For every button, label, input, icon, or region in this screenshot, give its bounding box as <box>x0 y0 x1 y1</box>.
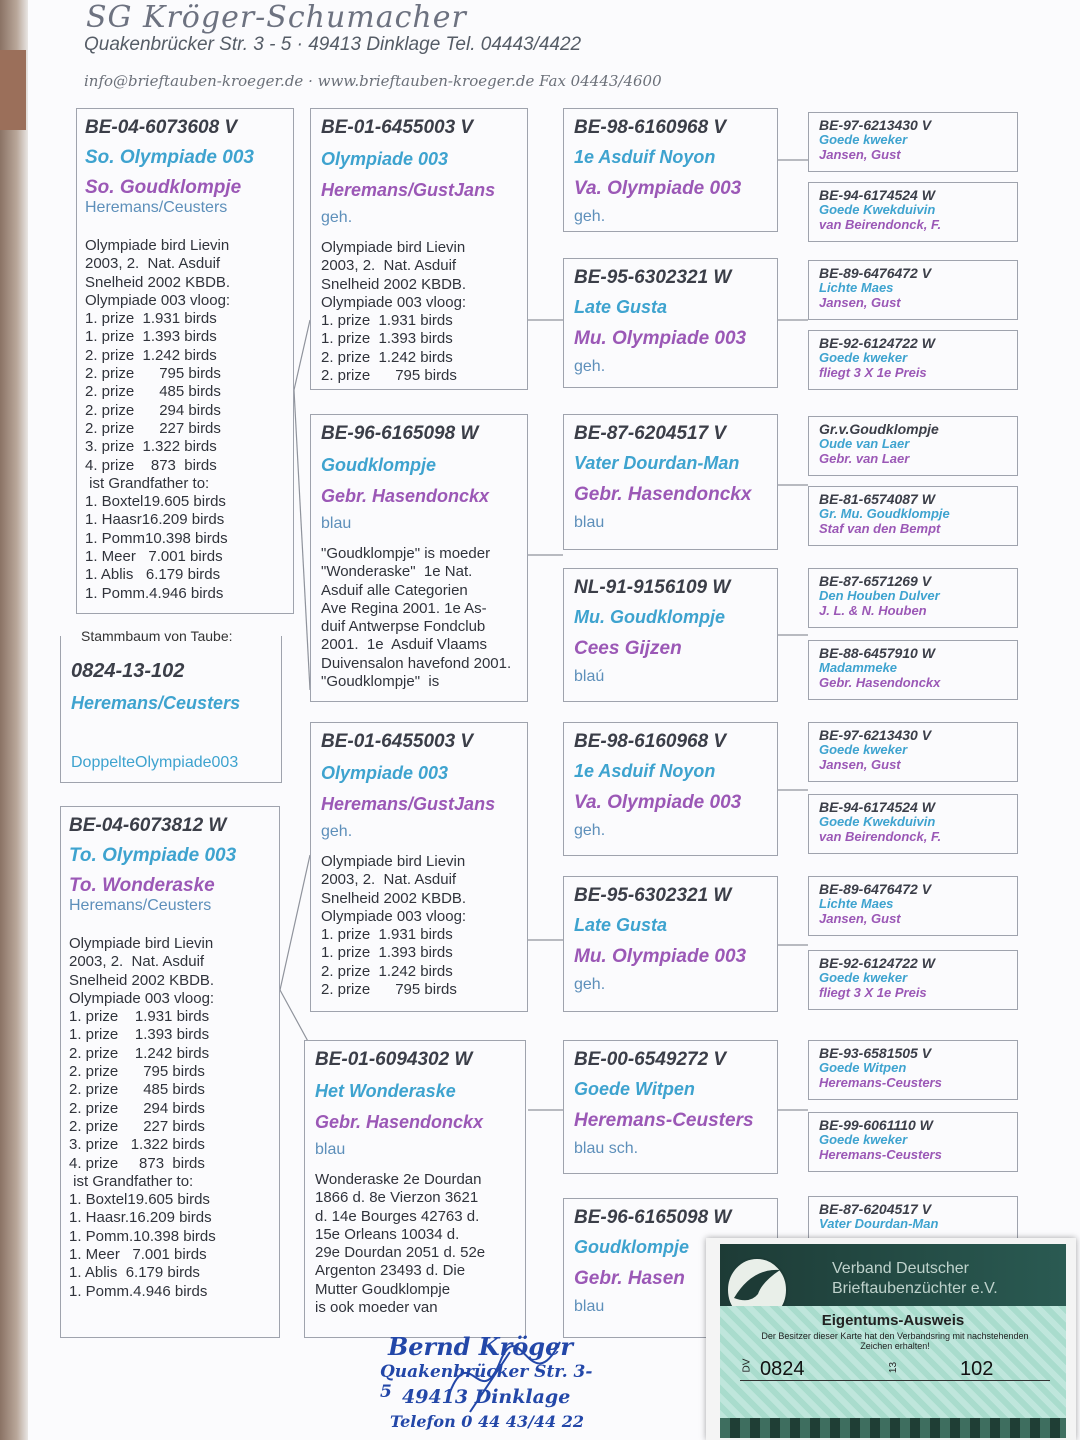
g4-owner: Jansen, Gust <box>819 147 901 162</box>
ggp-name: Vater Dourdan-Man <box>574 453 740 473</box>
ggp-color: blau <box>574 514 605 531</box>
ggp-name: Mu. Goudklompje <box>574 607 725 627</box>
g4-name: Gr. Mu. Goudklompje <box>819 506 950 521</box>
ggp-ring: BE-98-6160968 V <box>574 117 727 138</box>
dam-notes: Olympiade bird Lievin 2003, 2. Nat. Asduif Snelheid 2002 KBDB. Olympiade 003 vloog: 1. prize 1.931 birds 1. prize 1.393 birds 2. prize 1.242 birds 2. prize 795 birds 2. prize 485 birds 2. prize 294 birds 2. prize 227 birds 3. prize 1.322 birds 4. prize 873 birds ist Grandfather to: 1. Boxtel19.605 birds 1. Haasr.16.209 birds 1. Pomm.10.398 birds 1. Meer 7.001 birds 1. Ablis 6.179 birds 1. Pomm.4.946 birds <box>69 935 216 1300</box>
g4-owner: van Beirendonck, F. <box>819 829 942 844</box>
ggp-name: 1e Asduif Noyon <box>574 147 716 167</box>
g4-box <box>808 1040 1018 1100</box>
stamp-name: Bernd Kröger <box>388 1332 573 1361</box>
g4-owner: J. L. & N. Houben <box>819 603 927 618</box>
grandparent-color: geh. <box>321 209 353 226</box>
g4-ring: BE-88-6457910 W <box>819 645 935 661</box>
ggp-color: geh. <box>574 358 606 375</box>
identity-label: Stammbaum von Taube: <box>78 628 236 644</box>
g4-ring: BE-94-6174524 W <box>819 187 935 203</box>
g4-box <box>808 1112 1018 1172</box>
identity-number: 0824-13-102 <box>71 660 185 682</box>
card-org-line1: Verband Deutscher <box>832 1260 969 1277</box>
g4-owner: fliegt 3 X 1e Preis <box>819 985 927 1000</box>
grandparent-ring: BE-01-6455003 V <box>321 117 474 138</box>
dam-ring: BE-04-6073812 W <box>69 815 227 836</box>
g4-box <box>808 1196 1018 1240</box>
grandparent-color: blau <box>321 515 352 532</box>
ggp-name: Goudklompje <box>574 1237 690 1257</box>
g4-name: Oude van Laer <box>819 436 910 451</box>
g4-ring: BE-87-6571269 V <box>819 573 932 589</box>
ggp-name: Goede Witpen <box>574 1079 695 1099</box>
grandparent-owner: Gebr. Hasendonckx <box>315 1112 484 1132</box>
ggp-owner: Va. Olympiade 003 <box>574 792 742 813</box>
g4-ring: Gr.v.Goudklompje <box>819 421 939 437</box>
card-org-line2: Brieftaubenzüchter e.V. <box>832 1280 998 1297</box>
great-grandparent-box <box>563 258 778 388</box>
g4-owner: Gebr. van Laer <box>819 451 910 466</box>
g4-box <box>808 876 1018 936</box>
stamp-street: Quakenbrücker Str. 3-5 <box>380 1362 593 1402</box>
g4-name: Goede kweker <box>819 350 908 365</box>
g4-owner: fliegt 3 X 1e Preis <box>819 365 927 380</box>
card-body <box>720 1306 1066 1418</box>
g4-ring: BE-81-6574087 W <box>819 491 935 507</box>
g4-owner: Jansen, Gust <box>819 295 901 310</box>
ggp-ring: BE-96-6165098 W <box>574 1207 732 1228</box>
sire-notes: Olympiade bird Lievin 2003, 2. Nat. Asduif Snelheid 2002 KBDB. Olympiade 003 vloog: 1. prize 1.931 birds 1. prize 1.393 birds 2. prize 1.242 birds 2. prize 795 birds 2. prize 485 birds 2. prize 294 birds 2. prize 227 birds 3. prize 1.322 birds 4. prize 873 birds ist Grandfather to: 1. Boxtel19.605 birds 1. Haasr16.209 birds 1. Pomm10.398 birds 1. Meer 7.001 birds 1. Ablis 6.179 birds 1. Pomm.4.946 birds <box>85 237 231 602</box>
ggp-color: geh. <box>574 976 606 993</box>
grandparent-box <box>304 1040 526 1338</box>
ggp-owner: Gebr. Hasendonckx <box>574 484 752 505</box>
card-ring-number <box>740 1358 1050 1381</box>
ggp-ring: NL-91-9156109 W <box>574 577 731 598</box>
grandparent-box <box>310 722 528 1012</box>
g4-name: Goede kweker <box>819 132 908 147</box>
dam-name: To. Olympiade 003 <box>69 845 237 866</box>
great-grandparent-box <box>563 414 778 550</box>
grandparent-notes: Olympiade bird Lievin 2003, 2. Nat. Asduif Snelheid 2002 KBDB. Olympiade 003 vloog: 1. prize 1.931 birds 1. prize 1.393 birds 2. prize 1.242 birds 2. prize 795 birds <box>321 239 467 385</box>
g4-owner: Heremans-Ceusters <box>819 1075 942 1090</box>
g4-name: Goede Kwekduivin <box>819 814 936 829</box>
grandparent-ring: BE-96-6165098 W <box>321 423 479 444</box>
grandparent-name: Het Wonderaske <box>315 1081 456 1101</box>
ggp-ring: BE-95-6302321 W <box>574 267 732 288</box>
grandparent-notes: Olympiade bird Lievin 2003, 2. Nat. Asduif Snelheid 2002 KBDB. Olympiade 003 vloog: 1. prize 1.931 birds 1. prize 1.393 birds 2. prize 1.242 birds 2. prize 795 birds <box>321 853 467 999</box>
g4-owner: Staf van den Bempt <box>819 521 941 536</box>
g4-ring: BE-89-6476472 V <box>819 265 932 281</box>
grandparent-notes: "Goudklompje" is moeder "Wonderaske" 1e Nat. Asduif alle Categorien Ave Regina 2001. 1e As- duif Antwerpse Fondclub 2001. 1e Asduif Vlaams Duivensalon havefond 2001. "Goudklompje" is <box>321 545 512 691</box>
great-grandparent-box <box>563 876 778 1012</box>
grandparent-owner: Heremans/GustJans <box>321 180 496 200</box>
g4-box <box>808 416 1018 476</box>
great-grandparent-box <box>563 1040 778 1174</box>
identity-breeder: Heremans/Ceusters <box>71 693 241 713</box>
g4-box <box>808 486 1018 546</box>
sire-box <box>76 108 294 614</box>
dam-sub: To. Wonderaske <box>69 875 215 896</box>
g4-box <box>808 260 1018 320</box>
g4-name: Den Houben Dulver <box>819 588 940 603</box>
g4-ring: BE-97-6213430 V <box>819 727 932 743</box>
grandparent-ring: BE-01-6455003 V <box>321 731 474 752</box>
stamp-city: 49413 Dinklage <box>402 1386 571 1408</box>
g4-name: Goede kweker <box>819 1132 908 1147</box>
ggp-color: geh. <box>574 822 606 839</box>
dam-breeder: Heremans/Ceusters <box>69 897 212 914</box>
g4-box <box>808 568 1018 628</box>
sire-name: So. Olympiade 003 <box>85 147 254 168</box>
great-grandparent-box <box>563 568 778 702</box>
ggp-owner: Va. Olympiade 003 <box>574 178 742 199</box>
grandparent-box <box>310 414 528 702</box>
g4-box <box>808 640 1018 700</box>
grandparent-color: blau <box>315 1141 346 1158</box>
ggp-color: blau sch. <box>574 1140 639 1157</box>
g4-box <box>808 330 1018 390</box>
g4-name: Lichte Maes <box>819 280 894 295</box>
great-grandparent-box <box>563 722 778 856</box>
g4-owner: Jansen, Gust <box>819 911 901 926</box>
ggp-owner: Mu. Olympiade 003 <box>574 946 747 967</box>
ggp-name: 1e Asduif Noyon <box>574 761 716 781</box>
stamp-phone: Telefon 0 44 43/44 22 <box>390 1412 585 1431</box>
card-number: 102 <box>960 1358 994 1380</box>
signature-scribble <box>440 1332 580 1422</box>
grandparent-name: Olympiade 003 <box>321 149 449 169</box>
g4-name: Goede Kwekduivin <box>819 202 936 217</box>
g4-name: Vater Dourdan-Man <box>819 1216 939 1231</box>
g4-box <box>808 950 1018 1010</box>
ggp-ring: BE-00-6549272 V <box>574 1049 727 1070</box>
card-title: Eigentums-Ausweis <box>821 1312 965 1329</box>
g4-ring: BE-97-6213430 V <box>819 117 932 133</box>
dam-box <box>60 806 280 1338</box>
card-text: Der Besitzer dieser Karte hat den Verbandsring mit nachstehenden Zeichen erhalten! <box>761 1331 1029 1351</box>
g4-owner: van Beirendonck, F. <box>819 217 942 232</box>
g4-name: Goede kweker <box>819 742 908 757</box>
ggp-color: blaú <box>574 668 605 685</box>
sire-sub: So. Goudklompje <box>85 177 242 198</box>
g4-owner: Jansen, Gust <box>819 757 901 772</box>
ggp-owner: Gebr. Hasen <box>574 1268 685 1289</box>
ggp-owner: Heremans-Ceusters <box>574 1110 754 1131</box>
grandparent-box <box>310 108 528 390</box>
g4-ring: BE-99-6061110 W <box>819 1117 933 1133</box>
card-club: 0824 <box>760 1358 805 1380</box>
ggp-color: geh. <box>574 208 606 225</box>
card-year: 13 <box>888 1361 900 1374</box>
grandparent-color: geh. <box>321 823 353 840</box>
ggp-color: blau <box>574 1298 605 1315</box>
g4-ring: BE-87-6204517 V <box>819 1201 932 1217</box>
g4-box <box>808 182 1018 242</box>
ggp-name: Late Gusta <box>574 915 668 935</box>
grandparent-name: Olympiade 003 <box>321 763 449 783</box>
g4-ring: BE-94-6174524 W <box>819 799 935 815</box>
g4-box <box>808 722 1018 782</box>
identity-name: DoppelteOlympiade003 <box>71 754 239 771</box>
grandparent-owner: Gebr. Hasendonckx <box>321 486 490 506</box>
ggp-name: Late Gusta <box>574 297 668 317</box>
ggp-owner: Mu. Olympiade 003 <box>574 328 747 349</box>
g4-ring: BE-92-6124722 W <box>819 335 935 351</box>
loft-address: Quakenbrücker Str. 3 - 5 · 49413 Dinklage Tel. 04443/4422 <box>84 34 582 55</box>
g4-name: Lichte Maes <box>819 896 894 911</box>
g4-box <box>808 112 1018 172</box>
g4-owner: Heremans-Ceusters <box>819 1147 942 1162</box>
ggp-ring: BE-87-6204517 V <box>574 423 727 444</box>
loft-contact: info@brieftauben-kroeger.de · www.brieftauben-kroeger.de Fax 04443/4600 <box>84 72 662 90</box>
loft-name: SG Kröger-Schumacher <box>86 0 467 35</box>
g4-ring: BE-93-6581505 V <box>819 1045 932 1061</box>
grandparent-ring: BE-01-6094302 W <box>315 1049 473 1070</box>
card-dv: DV <box>741 1358 753 1373</box>
identity-box <box>60 636 282 783</box>
ownership-card <box>706 1238 1076 1440</box>
g4-name: Madammeke <box>819 660 898 675</box>
g4-box <box>808 794 1018 854</box>
g4-ring: BE-92-6124722 W <box>819 955 935 971</box>
great-grandparent-box <box>563 108 778 232</box>
grandparent-notes: Wonderaske 2e Dourdan 1866 d. 8e Vierzon 3621 d. 14e Bourges 42763 d. 15e Orleans 10034 d. 29e Dourdan 2051 d. 52e Argenton 23493 d. Die Mutter Goudklompje is ook moeder van <box>315 1171 486 1317</box>
card-strip <box>720 1418 1066 1438</box>
grandparent-owner: Heremans/GustJans <box>321 794 496 814</box>
ggp-ring: BE-95-6302321 W <box>574 885 732 906</box>
g4-owner: Gebr. Hasendonckx <box>819 675 941 690</box>
sire-breeder: Heremans/Ceusters <box>85 199 228 216</box>
ggp-ring: BE-98-6160968 V <box>574 731 727 752</box>
g4-ring: BE-89-6476472 V <box>819 881 932 897</box>
grandparent-name: Goudklompje <box>321 455 437 475</box>
ggp-owner: Cees Gijzen <box>574 638 682 659</box>
sire-ring: BE-04-6073608 V <box>85 117 238 138</box>
g4-name: Goede Witpen <box>819 1060 907 1075</box>
g4-name: Goede kweker <box>819 970 908 985</box>
